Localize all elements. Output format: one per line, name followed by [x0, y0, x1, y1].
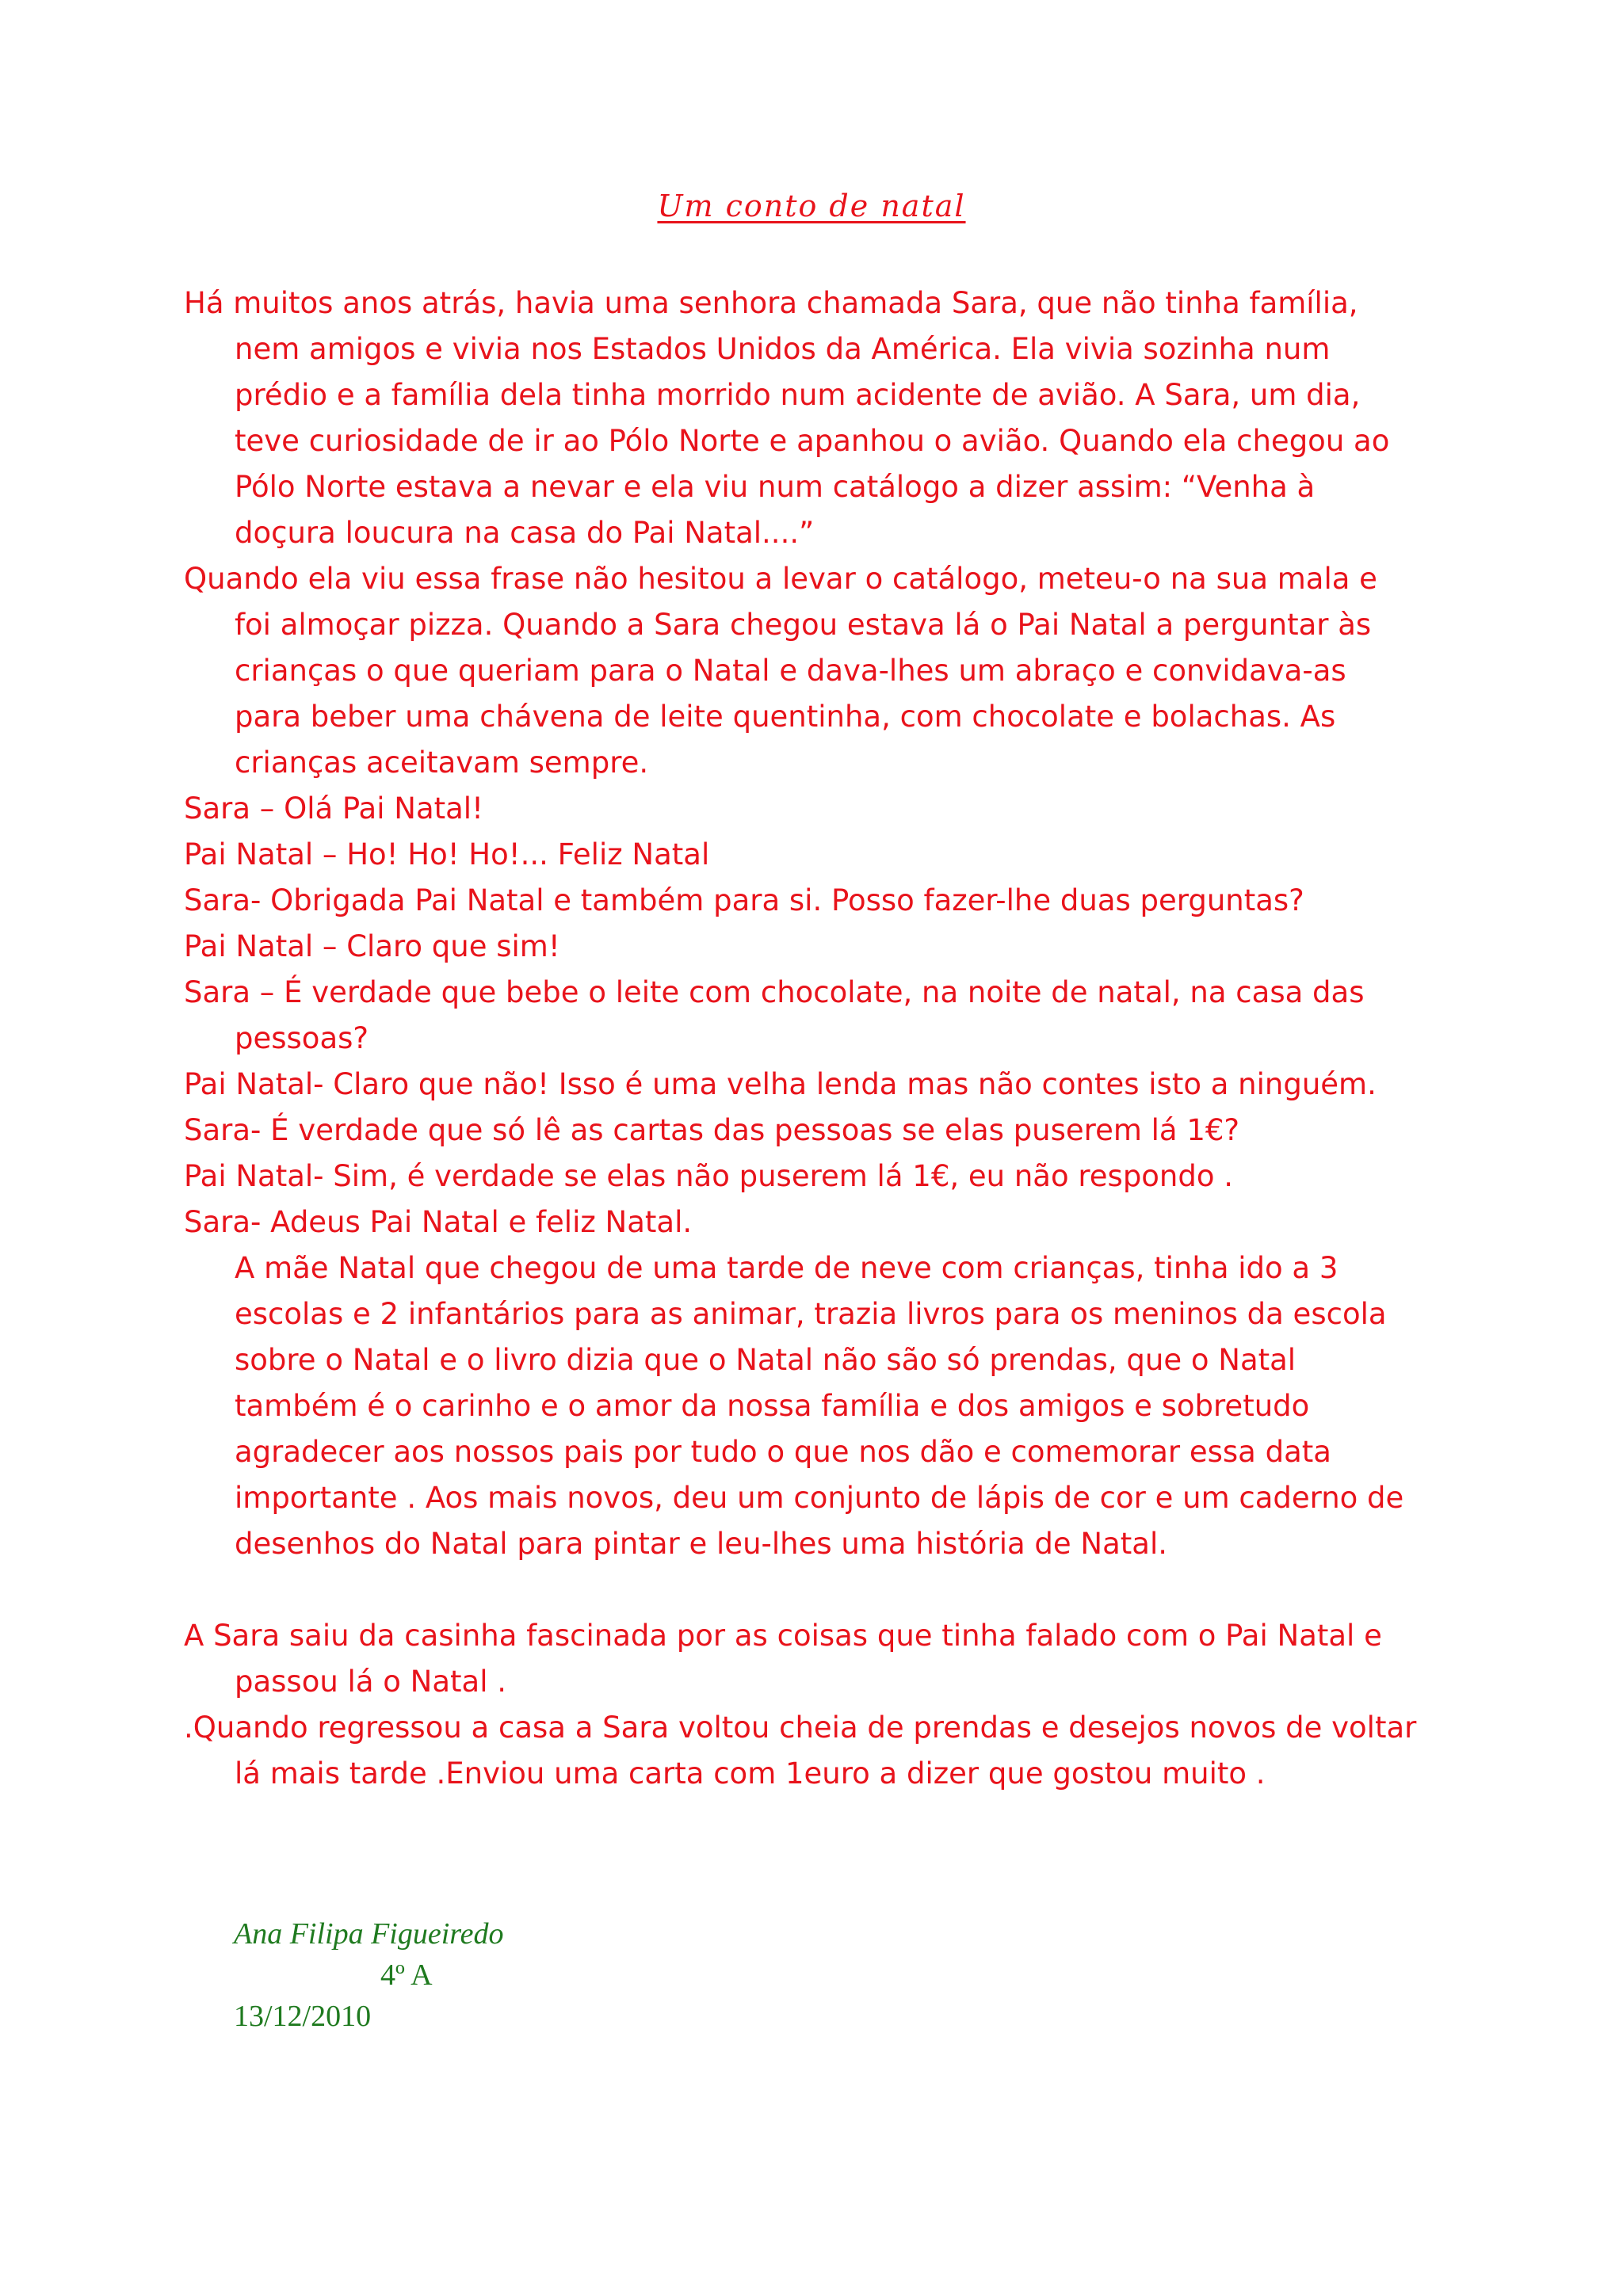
story-paragraph-catalog: Quando ela viu essa frase não hesitou a levar o catálogo, meteu-o na sua mala e foi almoçar pizza. Quando a Sara chegou estava lá o Pai Natal a perguntar às crianças o que queriam para o Natal e dava-lhes um abraço e convidava-as para beber uma chávena de leite quentinha, com chocolate e bolachas. As crianças aceitavam sempre. — [184, 562, 1377, 780]
dialogue-line: Sara – Olá Pai Natal! — [184, 791, 483, 826]
story-body — [184, 280, 1420, 1797]
dialogue-line: Sara- Obrigada Pai Natal e também para si. Posso fazer-lhe duas perguntas? — [184, 883, 1304, 917]
page-title: Um conto de natal — [657, 189, 966, 223]
story-paragraph-intro: Há muitos anos atrás, havia uma senhora chamada Sara, que não tinha família, nem amigos e vivia nos Estados Unidos da América. Ela vivia sozinha num prédio e a família dela tinha morrido num acidente de avião. A Sara, um dia, teve curiosidade de ir ao Pólo Norte e apanhou o avião. Quando ela chegou ao Pólo Norte estava a nevar e ela viu num catálogo a dizer assim: “Venha à doçura loucura na casa do Pai Natal....” — [184, 286, 1390, 550]
class-label: 4º A — [380, 1958, 433, 1992]
signature-block — [234, 1913, 504, 2037]
dialogue-line: Sara- É verdade que só lê as cartas das pessoas se elas puserem lá 1€? — [184, 1113, 1240, 1147]
story-paragraph-mae-natal: A mãe Natal que chegou de uma tarde de neve com crianças, tinha ido a 3 escolas e 2 infantários para as animar, trazia livros para os meninos da escola sobre o Natal e o livro dizia que o Natal não são só prendas, que o Natal também é o carinho e o amor da nossa família e dos amigos e sobretudo agradecer aos nossos pais por tudo o que nos dão e comemorar essa data importante . Aos mais novos, deu um conjunto de lápis de cor e um caderno de desenhos do Natal para pintar e leu-lhes uma história de Natal. — [235, 1251, 1404, 1561]
author-name: Ana Filipa Figueiredo — [234, 1917, 504, 1951]
dialogue-line: Pai Natal- Sim, é verdade se elas não puserem lá 1€, eu não respondo . — [184, 1159, 1234, 1193]
story-paragraph-return: .Quando regressou a casa a Sara voltou cheia de prendas e desejos novos de voltar lá mais tarde .Enviou uma carta com 1euro a dizer que gostou muito . — [184, 1711, 1417, 1791]
story-paragraph-departure: A Sara saiu da casinha fascinada por as coisas que tinha falado com o Pai Natal e passou lá o Natal . — [184, 1619, 1382, 1699]
dialogue-line: Pai Natal- Claro que não! Isso é uma velha lenda mas não contes isto a ninguém. — [184, 1067, 1377, 1101]
dialogue-line: Pai Natal – Claro que sim! — [184, 929, 560, 963]
date-label: 13/12/2010 — [234, 2000, 372, 2033]
dialogue-line: Pai Natal – Ho! Ho! Ho!... Feliz Natal — [184, 837, 710, 871]
dialogue-line: Sara- Adeus Pai Natal e feliz Natal. — [184, 1205, 693, 1239]
dialogue-line: Sara – É verdade que bebe o leite com chocolate, na noite de natal, na casa das pessoas? — [184, 975, 1365, 1055]
paragraph-spacer — [184, 1567, 1420, 1613]
